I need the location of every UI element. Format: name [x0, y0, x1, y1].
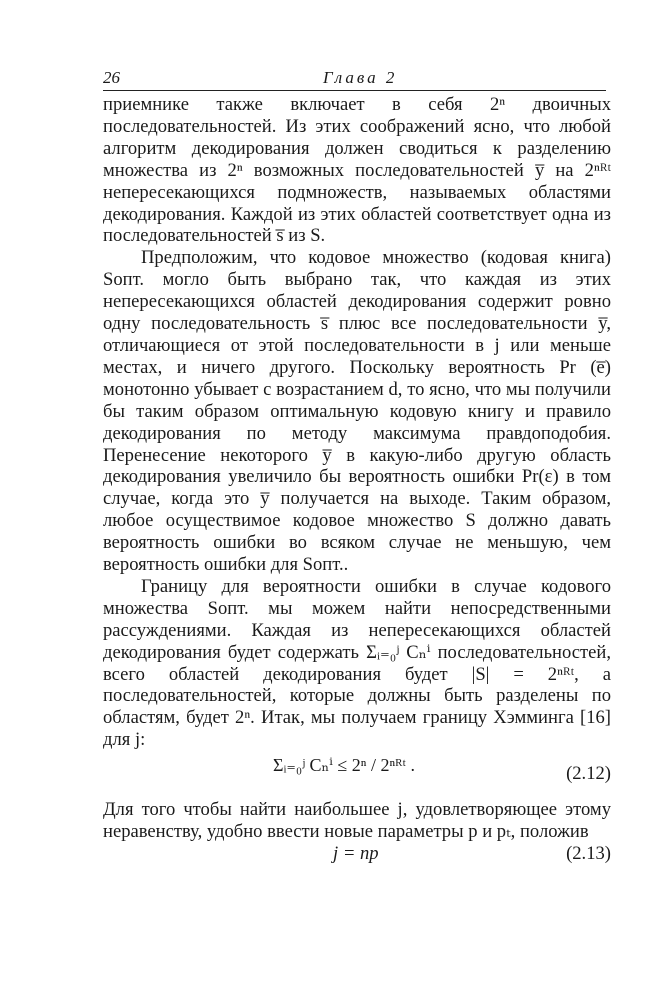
equation-2-12-number: (2.12) — [566, 763, 611, 785]
page-number: 26 — [103, 68, 120, 87]
paragraph-1: приемнике также включает в себя 2ⁿ двоичных последовательностей. Из этих соображений ясно, что любой алгоритм декодирования должен сводиться к разделению множества из 2ⁿ возможных последовательностей y̅ на 2ⁿᴿᵗ непересекающихся подмножеств, называемых областями декодирования. Каждой из этих областей соответствует одна из последовательностей s̅ из S. — [103, 94, 611, 247]
paragraph-4: Для того чтобы найти наибольшее j, удовлетворяющее этому неравенству, удобно ввести новые параметры p и pₜ, положив — [103, 799, 611, 843]
equation-2-13 — [103, 843, 611, 869]
equation-2-12-expression: Σᵢ₌₀ʲ Cₙⁱ ≤ 2ⁿ / 2ⁿᴿᵗ . — [273, 755, 415, 776]
paragraph-3: Границу для вероятности ошибки в случае кодового множества Sопт. мы можем найти непосредственными рассуждениями. Каждая из непересекающихся областей декодирования будет содержать Σᵢ₌₀ʲ Cₙⁱ последовательностей, всего областей декодирования будет |S| = 2ⁿᴿᵗ, а последовательностей, которые должны быть разделены по областям, будет 2ⁿ. Итак, мы получаем границу Хэмминга [16] для j: — [103, 575, 611, 751]
paragraph-2: Предположим, что кодовое множество (кодовая книга) Sопт. могло быть выбрано так, что каждая из этих непересекающихся областей декодирования содержит ровно одну последовательность s̅ плюс все последовательности y̅, отличающиеся от этой последовательности в j или меньше местах, и ничего другого. Поскольку вероятность Pr (e̅) монотонно убывает с возрастанием d, то ясно, что мы получили бы таким образом оптимальную кодовую книгу и правило декодирования по методу максимума правдоподобия. Перенесение некоторого y̅ в какую-либо другую область декодирования увеличило бы вероятность ошибки Pr(ε) в том случае, когда это y̅ получается на выходе. Таким образом, любое осуществимое кодовое множество S должно давать вероятность ошибки во всяком случае не меньшую, чем вероятность ошибки для Sопт.. — [103, 247, 611, 576]
equation-2-13-expression: j = np — [333, 843, 379, 864]
equation-2-12 — [103, 755, 611, 793]
equation-2-13-number: (2.13) — [566, 843, 611, 864]
chapter-title: Глава 2 — [323, 68, 398, 87]
running-header — [103, 68, 606, 91]
main-text — [103, 94, 611, 869]
